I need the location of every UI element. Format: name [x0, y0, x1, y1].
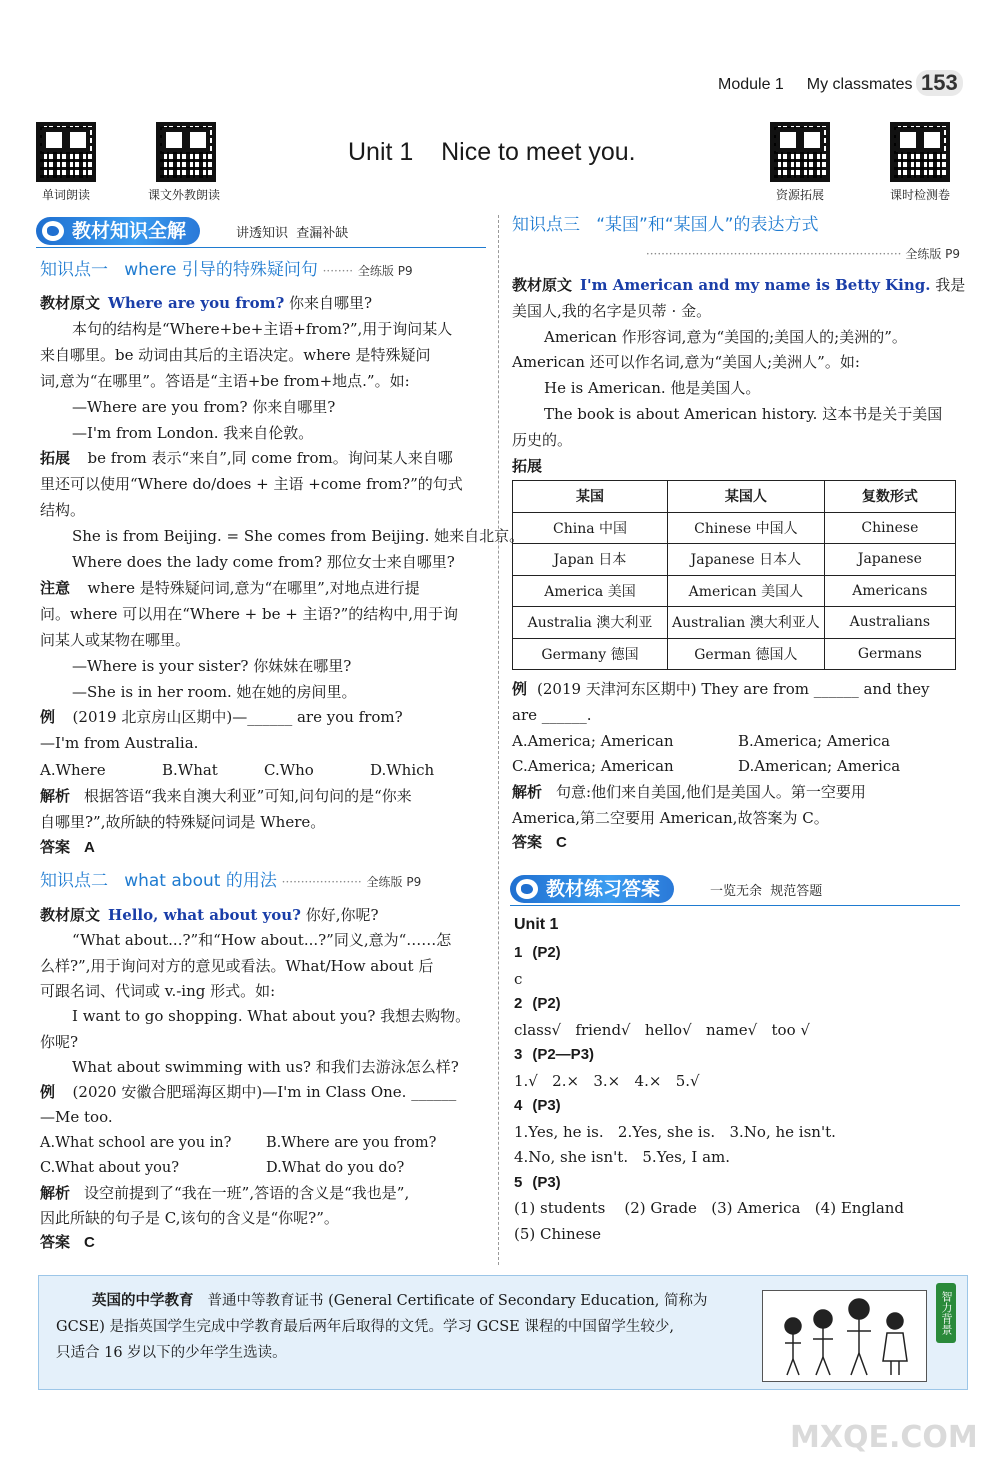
text-line — [40, 1029, 78, 1055]
text-line — [40, 290, 372, 317]
table-header: 复数形式 — [824, 481, 955, 513]
line-text: I want to go shopping. What about you? 我想去购物。 — [72, 1007, 471, 1026]
banner-tagline: 讲透知识 查漏补缺 — [236, 226, 349, 241]
line-label: 注意 — [40, 579, 71, 597]
kp2-title: 知识点二 what about 的用法 — [40, 871, 277, 891]
qr-label: 单词朗读 — [41, 188, 90, 202]
option-b: B.Where are you from? — [266, 1135, 437, 1151]
text-line — [40, 953, 433, 979]
line-text: 你好,你呢? — [300, 906, 379, 924]
footer-line: GCSE) 是指英国学生完成中学教育最后两年后取得的文凭。学习 GCSE 课程的中国留学生较少, — [56, 1319, 674, 1335]
banner-rule — [36, 247, 486, 248]
table-cell: Germans — [824, 638, 955, 670]
answer-line — [40, 835, 95, 861]
line-text: Where does the lady come from? 那位女士来自哪里? — [72, 553, 455, 571]
kp2-ref: 全练版 P9 — [366, 875, 422, 889]
section-banner-knowledge — [36, 217, 200, 245]
footer-line: 只适合 16 岁以下的少年学生选读。 — [56, 1345, 287, 1361]
answer-item-header — [514, 1042, 594, 1068]
qr-code-icon — [890, 122, 950, 182]
section-banner-answers — [510, 875, 674, 903]
banner-label: 教材练习答案 — [546, 878, 661, 900]
analysis-line — [40, 1180, 409, 1207]
line-text: American 还可以作名词,意为“美国人;美洲人”。如: — [512, 353, 860, 372]
text-line — [40, 445, 453, 472]
table-cell: Australians — [824, 607, 955, 639]
children-cartoon-image — [762, 1290, 927, 1382]
answer-item-line: 4.No, she isn't. 5.Yes, I am. — [514, 1148, 731, 1166]
option-a: A.What school are you in? — [40, 1135, 232, 1151]
text-line — [40, 653, 351, 679]
line-text: 问某人或某物在哪里。 — [40, 630, 191, 649]
text-line — [40, 902, 379, 929]
line-text: 你来自哪里? — [284, 294, 373, 312]
answer-item-page: (P3) — [532, 1097, 561, 1114]
footer-line — [92, 1288, 708, 1314]
line-text: The book is about American history. 这本书是关于美国 — [544, 405, 943, 423]
text-line — [40, 627, 190, 653]
line-text: 可跟名词、代词或 v.-ing 形式。如: — [40, 981, 276, 1000]
table-cell: Germany 德国 — [513, 638, 668, 670]
line-label: 拓展 — [512, 457, 543, 475]
line-text: —I'm from London. 我来自伦敦。 — [72, 423, 314, 442]
answer-item-page: (P2—P3) — [532, 1046, 595, 1063]
line-text: American 作形容词,意为“美国的;美国人的;美洲的”。 — [544, 327, 907, 346]
analysis-line: 自哪里?”,故所缺的特殊疑问词是 Where。 — [40, 813, 326, 831]
text-line — [40, 523, 524, 549]
line-label: 例 — [40, 1084, 56, 1102]
source-sentence: I'm American and my name is Betty King. — [580, 276, 931, 294]
answer-item-number: 1 — [514, 944, 523, 961]
answer-value: C — [556, 834, 567, 851]
option-c: C.Who — [264, 761, 314, 779]
source-sentence: Hello, what about you? — [108, 906, 301, 924]
line-text: 历史的。 — [512, 430, 573, 449]
text-line — [40, 497, 85, 523]
example-text: (2019 天津河东区期中) They are from ______ and they — [537, 680, 930, 698]
table-cell: Australia 澳大利亚 — [513, 607, 668, 639]
answer-item-line: (5) Chinese — [514, 1224, 602, 1243]
line-text: 美国人,我的名字是贝蒂 · 金。 — [512, 301, 712, 320]
answer-item-header — [514, 991, 561, 1017]
line-label: 教材原文 — [40, 907, 101, 924]
footer-text-line: 普通中等教育证书 (General Certificate of Secondary Education, 简称为 — [207, 1293, 708, 1309]
line-text: She is from Beijing. = She comes from Beijing. 她来自北京。 — [72, 527, 525, 546]
line-text: 问。where 可以用在“Where + be + 主语?”的结构中,用于询 — [40, 604, 459, 623]
analysis-label: 解析 — [512, 784, 543, 801]
analysis-label: 解析 — [40, 1185, 71, 1202]
analysis-text: 句意:他们来自美国,他们是美国人。第一空要用 — [556, 783, 866, 801]
kp1-ref: 全练版 P9 — [357, 264, 413, 278]
text-line — [40, 549, 455, 575]
line-label: 教材原文 — [40, 295, 101, 312]
line-text: He is American. 他是美国人。 — [544, 379, 761, 398]
answer-item-number: 5 — [514, 1173, 523, 1191]
text-line — [40, 342, 430, 368]
option-a: A.America; American — [512, 732, 674, 750]
line-text: 你呢? — [40, 1032, 79, 1051]
text-line — [512, 453, 550, 480]
line-text: (2019 北京房山区期中)—______ are you from? — [63, 708, 403, 727]
table-cell: American 美国人 — [668, 575, 825, 607]
line-text: —She is in her room. 她在她的房间里。 — [72, 682, 357, 701]
answer-item-line: (1) students (2) Grade (3) America (4) England — [514, 1199, 905, 1217]
footer-heading: 英国的中学教育 — [92, 1293, 194, 1309]
kp1-title: 知识点一 where 引导的特殊疑问句 — [40, 260, 318, 280]
module-label: Module 1 — [718, 76, 784, 93]
answer-item-line: c — [514, 969, 523, 988]
line-label: 教材原文 — [512, 277, 573, 294]
line-text: 结构。 — [40, 501, 86, 520]
line-text: —I'm from Australia. — [40, 734, 199, 753]
answer-item-line: 1.Yes, he is. 2.Yes, she is. 3.No, he isn't. — [514, 1122, 836, 1141]
text-line — [40, 1003, 470, 1029]
qr-code-icon — [36, 122, 96, 182]
qr-code-resources[interactable] — [770, 122, 830, 203]
line-text: What about swimming with us? 和我们去游泳怎么样? — [72, 1057, 459, 1076]
analysis-label: 解析 — [40, 788, 71, 805]
kp3-header — [512, 212, 818, 238]
example-line: are ______. — [512, 706, 592, 724]
table-row — [513, 607, 956, 639]
table-cell: China 中国 — [513, 512, 668, 544]
text-line — [40, 730, 198, 756]
answer-value: C — [84, 1234, 95, 1251]
answer-item-page: (P3) — [532, 1173, 561, 1191]
option-a: A.Where — [40, 761, 106, 779]
text-line — [40, 316, 452, 342]
text-line — [40, 368, 410, 394]
running-header — [718, 76, 913, 94]
answers-unit: Unit 1 — [514, 916, 559, 933]
table-cell: Americans — [824, 575, 955, 607]
answer-line — [512, 830, 567, 856]
analysis-text: 设空前提到了“我在一班”,答语的含义是“我也是”, — [84, 1184, 410, 1202]
table-row — [513, 638, 956, 670]
kp3-ref: 全练版 P9 — [905, 247, 960, 261]
banner-rule — [510, 905, 960, 906]
kp3-title: 知识点三 “某国”和“某国人”的表达方式 — [512, 215, 819, 235]
answer-label: 答案 — [40, 839, 71, 856]
qr-code-icon — [770, 122, 830, 182]
source-sentence: Where are you from? — [108, 294, 285, 312]
option-b: B.What — [162, 761, 218, 779]
option-d: D.American; America — [738, 757, 901, 775]
analysis-text: 根据答语“我来自澳大利亚”可知,问句问的是“你来 — [84, 787, 412, 805]
line-text: —Where are you from? 你来自哪里? — [72, 397, 336, 416]
answer-item-page: (P2) — [532, 995, 561, 1012]
answer-item-number: 3 — [514, 1046, 523, 1063]
text-line — [512, 298, 711, 324]
table-cell: Japan 日本 — [513, 544, 668, 576]
bird-icon — [516, 879, 538, 899]
qr-label: 课文外教朗读 — [148, 188, 221, 202]
line-label: 例 — [40, 709, 56, 727]
qr-code-vocab[interactable] — [36, 122, 96, 203]
option-b: B.America; America — [738, 732, 891, 750]
answer-value: A — [84, 839, 95, 856]
analysis-line: 因此所缺的句子是 C,该句的含义是“你呢?”。 — [40, 1209, 339, 1227]
qr-label: 资源拓展 — [775, 188, 824, 202]
table-cell: German 德国人 — [668, 638, 825, 670]
line-text: 么样?”,用于询问对方的意见或看法。What/How about 后 — [40, 956, 434, 975]
table-header-row — [513, 481, 956, 513]
text-line — [40, 1054, 459, 1080]
analysis-line: America,第二空要用 American,故答案为 C。 — [512, 809, 829, 827]
text-line — [40, 420, 313, 446]
answer-label: 答案 — [40, 1234, 71, 1251]
example-line — [512, 676, 930, 703]
option-d: D.What do you do? — [266, 1160, 405, 1176]
unit-title: Unit 1 Nice to meet you. — [348, 138, 636, 166]
qr-code-icon — [156, 122, 216, 182]
line-text: 来自哪里。be 动词由其后的主语决定。where 是特殊疑问 — [40, 345, 431, 364]
line-text: 我是 — [930, 276, 966, 294]
banner-label: 教材知识全解 — [72, 220, 187, 242]
table-header: 某国 — [513, 481, 668, 513]
table-cell: Chinese — [824, 512, 955, 544]
column-divider — [498, 215, 499, 1265]
text-line — [512, 401, 942, 427]
answer-item-line: class√ friend√ hello√ name√ too √ — [514, 1020, 810, 1039]
side-tag: 智力背景 — [936, 1283, 956, 1343]
kp2-header: 知识点二 what about 的用法 ····················· 全练版 P9 — [40, 871, 422, 891]
text-line — [512, 324, 907, 350]
text-line — [512, 375, 760, 401]
option-c: C.America; American — [512, 757, 674, 775]
module-title: My classmates — [806, 76, 913, 93]
line-text: where 是特殊疑问词,意为“在哪里”,对地点进行提 — [78, 578, 420, 597]
table-cell: Japanese — [824, 544, 955, 576]
line-label: 拓展 — [40, 450, 71, 468]
table-cell: America 美国 — [513, 575, 668, 607]
qr-code-text-reading[interactable] — [148, 122, 221, 203]
option-d: D.Which — [370, 761, 435, 779]
answer-item-page: (P2) — [532, 944, 561, 961]
option-c: C.What about you? — [40, 1160, 179, 1176]
text-line — [512, 349, 860, 375]
table-row — [513, 544, 956, 576]
kp3-ref-line: ··································································· 全练版 P9 — [645, 247, 960, 261]
example-label: 例 — [512, 681, 528, 698]
line-text: 词,意为“在哪里”。答语是“主语+be from+地点.”。如: — [40, 371, 410, 390]
line-text: (2020 安徽合肥瑶海区期中)—I'm in Class One. ______ — [63, 1083, 457, 1102]
qr-label: 课时检测卷 — [890, 188, 951, 202]
text-line — [40, 471, 463, 497]
text-line — [40, 927, 451, 953]
country-table — [512, 480, 956, 670]
text-line — [40, 679, 357, 705]
bird-icon — [42, 221, 64, 241]
text-line — [512, 427, 572, 453]
analysis-line — [40, 783, 412, 810]
line-text: —Where is your sister? 你妹妹在哪里? — [72, 656, 352, 675]
line-text: be from 表示“来自”,同 come from。询问某人来自哪 — [78, 449, 453, 468]
answer-label: 答案 — [512, 834, 543, 851]
table-cell: Australian 澳大利亚人 — [668, 607, 825, 639]
answer-item-header — [514, 940, 561, 966]
answer-item-line: 1.√ 2.× 3.× 4.× 5.√ — [514, 1071, 700, 1090]
answer-item-number: 2 — [514, 995, 523, 1012]
answer-item-header — [514, 1170, 561, 1196]
kp1-header: 知识点一 where 引导的特殊疑问句 ········ 全练版 P9 — [40, 260, 413, 280]
table-cell: Japanese 日本人 — [668, 544, 825, 576]
watermark: MXQE.COM — [790, 1420, 978, 1455]
answer-item-header — [514, 1093, 561, 1119]
line-text: 本句的结构是“Where+be+主语+from?”,用于询问某人 — [72, 319, 453, 338]
table-header: 某国人 — [668, 481, 825, 513]
text-line — [40, 394, 335, 420]
table-cell: Chinese 中国人 — [668, 512, 825, 544]
line-text: —Me too. — [40, 1108, 113, 1127]
text-line — [40, 1079, 456, 1106]
text-line — [40, 601, 458, 627]
line-text: “What about...?”和“How about...?”同义,意为“……怎 — [72, 931, 452, 950]
table-row — [513, 575, 956, 607]
banner-tagline: 一览无余 规范答题 — [710, 884, 823, 899]
text-line — [40, 978, 275, 1004]
analysis-line — [512, 779, 866, 806]
text-line — [40, 704, 403, 731]
answer-line — [40, 1230, 95, 1256]
text-line — [40, 1104, 113, 1130]
text-line — [40, 575, 420, 602]
table-row — [513, 512, 956, 544]
answer-item-number: 4 — [514, 1097, 523, 1114]
line-text: 里还可以使用“Where do/does + 主语 +come from?”的句式 — [40, 475, 463, 494]
page-number: 153 — [916, 70, 963, 96]
text-line — [512, 272, 965, 299]
qr-code-test[interactable] — [890, 122, 950, 203]
